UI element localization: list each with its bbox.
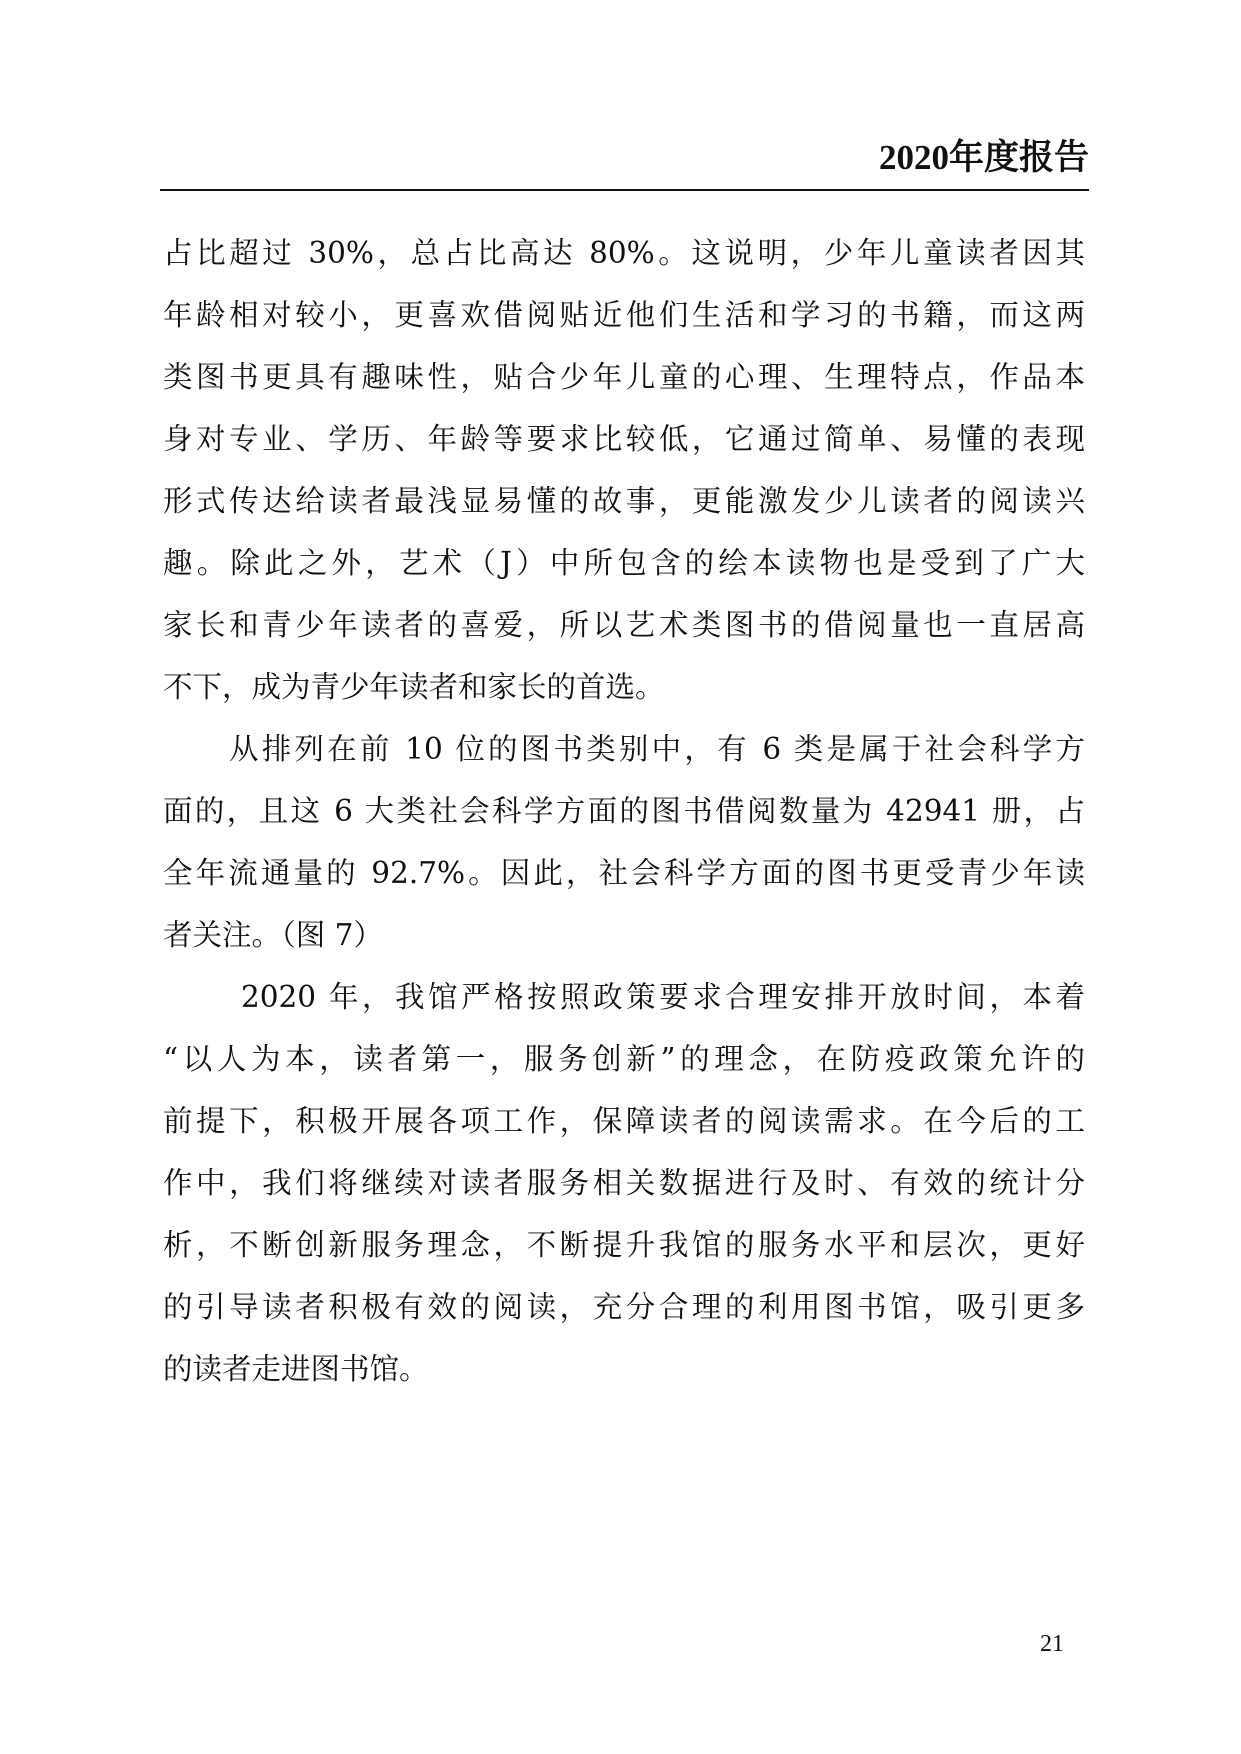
text-line: 身对专业、学历、年龄等要求比较低，它通过简单、易懂的表现 (163, 422, 1085, 456)
text-line: 趣。除此之外，艺术（J）中所包含的绘本读物也是受到了广大 (163, 546, 1085, 580)
text-line: 析，不断创新服务理念，不断提升我馆的服务水平和层次，更好 (163, 1228, 1085, 1262)
text-line: 类图书更具有趣味性，贴合少年儿童的心理、生理特点，作品本 (163, 360, 1085, 394)
paragraph-1 (163, 222, 1085, 718)
text-line: 全年流通量的 92.7%。因此，社会科学方面的图书更受青少年读 (163, 856, 1085, 890)
text-line: 形式传达给读者最浅显易懂的故事，更能激发少儿读者的阅读兴 (163, 484, 1085, 518)
report-header-title: 2020年度报告 (878, 138, 1089, 177)
header-divider (160, 189, 1089, 191)
text-line: 作中，我们将继续对读者服务相关数据进行及时、有效的统计分 (163, 1166, 1085, 1200)
text-line: 者关注。（图 7） (163, 918, 383, 952)
text-line: 占比超过 30%，总占比高达 80%。这说明，少年儿童读者因其 (163, 236, 1085, 270)
text-line: 家长和青少年读者的喜爱，所以艺术类图书的借阅量也一直居高 (163, 608, 1085, 642)
text-line: 的读者走进图书馆。 (163, 1352, 429, 1386)
text-line: 的引导读者积极有效的阅读，充分合理的利用图书馆，吸引更多 (163, 1290, 1085, 1324)
paragraph-3 (163, 966, 1085, 1400)
text-line: 前提下，积极开展各项工作，保障读者的阅读需求。在今后的工 (163, 1104, 1085, 1138)
text-line: 面的，且这 6 大类社会科学方面的图书借阅数量为 42941 册，占 (163, 794, 1085, 828)
body-text (163, 222, 1085, 1400)
text-line: 2020 年，我馆严格按照政策要求合理安排开放时间，本着 (241, 980, 1085, 1014)
text-line: 从排列在前 10 位的图书类别中，有 6 类是属于社会科学方 (229, 732, 1085, 766)
text-line: 不下，成为青少年读者和家长的首选。 (163, 670, 665, 704)
text-line: “以人为本，读者第一，服务创新”的理念，在防疫政策允许的 (163, 1042, 1085, 1076)
text-line: 年龄相对较小，更喜欢借阅贴近他们生活和学习的书籍，而这两 (163, 298, 1085, 332)
paragraph-2 (163, 718, 1085, 966)
page-number: 21 (1040, 1631, 1064, 1657)
